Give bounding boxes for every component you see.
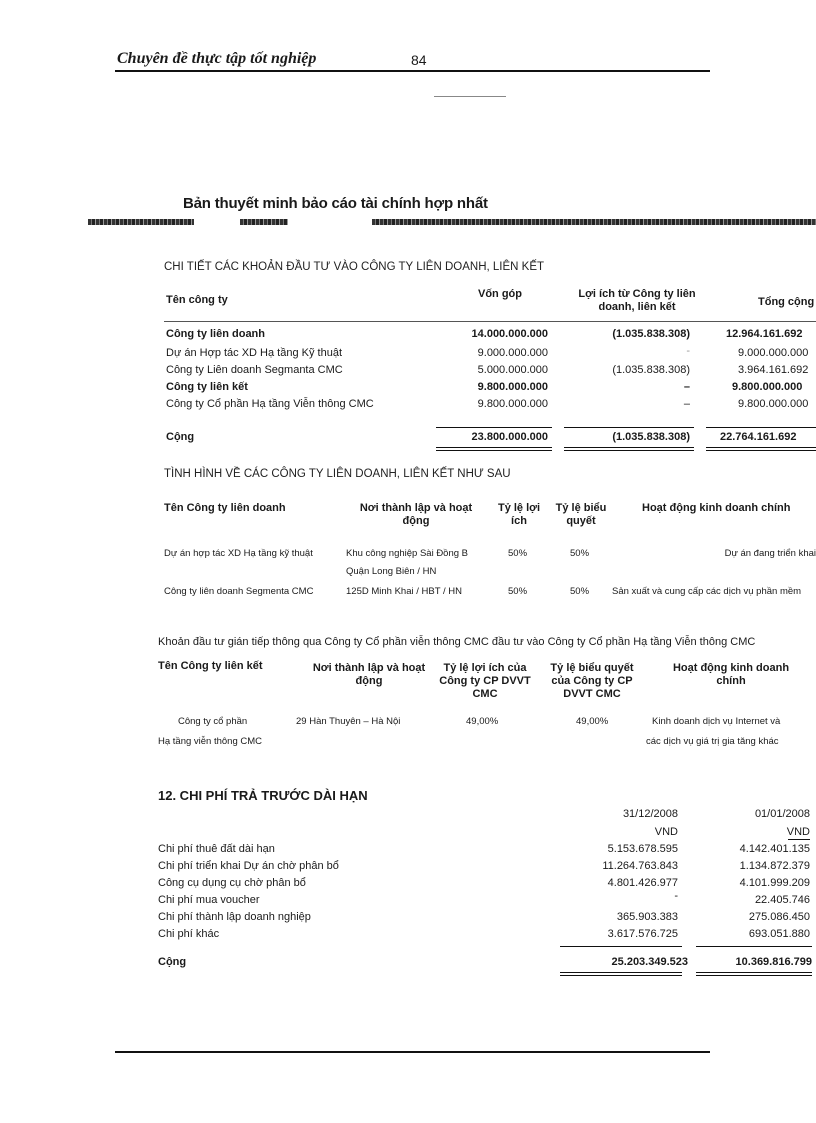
prepaid-row-v2: 22.405.746 — [754, 894, 810, 906]
total-rule-benefit — [564, 427, 694, 428]
inv-row-capital: 5.000.000.000 — [477, 364, 548, 376]
double-rule-capital-b — [436, 450, 552, 451]
prepaid-row-label: Chi phí thuê đất dài hạn — [158, 843, 275, 855]
jv-col-benefit: Tỷ lệ lợi ích — [497, 502, 541, 527]
double-rule-capital-a — [436, 447, 552, 448]
prepaid-row-label: Chi phí thành lập doanh nghiệp — [158, 911, 311, 923]
title-band-mid — [240, 219, 288, 225]
prepaid-double-rule-2a — [696, 972, 812, 973]
inv-row-name: Công ty Cổ phần Hạ tầng Viễn thông CMC — [166, 398, 374, 410]
prepaid-row-label: Chi phí triển khai Dự án chờ phân bổ — [158, 860, 339, 872]
inv-row-total: 3.964.161.692 — [738, 364, 809, 376]
assoc-col-vote: Tỷ lệ biểu quyết của Công ty CP DVVT CMC — [550, 662, 634, 700]
prepaid-row-v2: 275.086.450 — [748, 911, 810, 923]
jv-row-name: Dự án hợp tác XD Hạ tầng kỹ thuật — [164, 548, 313, 559]
double-rule-benefit-b — [564, 450, 694, 451]
assoc-col-benefit: Tỷ lệ lợi ích của Công ty CP DVVT CMC — [439, 662, 531, 700]
prepaid-total-v2: 10.369.816.799 — [735, 956, 812, 968]
inv-row-capital: 9.800.000.000 — [477, 381, 548, 393]
jv-col-place: Nơi thành lập và hoạt động — [359, 502, 473, 527]
inv-total-capital: 23.800.000.000 — [471, 431, 548, 443]
associates-intro: Khoản đầu tư gián tiếp thông qua Công ty Cổ phần viễn thông CMC đầu tư vào Công ty Cổ phần Hạ tầng Viễn thông CMC — [158, 636, 756, 648]
scan-mark — [434, 96, 506, 97]
col-capital-header: Vốn góp — [478, 288, 522, 300]
inv-row-benefit: – — [683, 398, 690, 410]
footer-rule — [115, 1051, 710, 1053]
prepaid-rule-1 — [560, 946, 682, 947]
double-rule-benefit-a — [564, 447, 694, 448]
jv-row-vote: 50% — [570, 548, 590, 559]
jv-row-name: Công ty liên doanh Segmenta CMC — [164, 586, 314, 597]
prepaid-total-v1: 25.203.349.523 — [611, 956, 688, 968]
title-band-left — [88, 219, 194, 225]
jv-row-benefit: 50% — [508, 586, 528, 597]
title-band-right — [372, 219, 816, 225]
jv-col-name: Tên Công ty liên doanh — [164, 502, 286, 514]
jv-row-benefit: 50% — [508, 548, 528, 559]
assoc-row-benefit: 49,00% — [466, 716, 499, 727]
prepaid-row-v1: 4.801.426.977 — [607, 877, 678, 889]
prepaid-date-2: 01/01/2008 — [754, 808, 810, 820]
inv-row-total: 9.800.000.000 — [738, 398, 809, 410]
prepaid-date-1: 31/12/2008 — [622, 808, 678, 820]
prepaid-row-v2: 4.142.401.135 — [739, 843, 810, 855]
col-total-header: Tổng cộng — [758, 296, 815, 308]
inv-total-label: Cộng — [166, 431, 195, 443]
total-rule-capital — [436, 427, 552, 428]
jv-row-place: 125D Minh Khai / HBT / HN — [346, 586, 462, 597]
assoc-col-name: Tên Công ty liên kết — [158, 660, 263, 672]
assoc-row-place: 29 Hàn Thuyên – Hà Nội — [296, 716, 401, 727]
unit-underline — [788, 839, 810, 840]
prepaid-row-v2: 693.051.880 — [748, 928, 810, 940]
jv-row-vote: 50% — [570, 586, 590, 597]
jv-row-place: Khu công nghiệp Sài Đồng B — [346, 548, 469, 559]
double-rule-total-a — [706, 447, 816, 448]
prepaid-double-rule-1b — [560, 975, 682, 976]
prepaid-row-v2: 4.101.999.209 — [739, 877, 810, 889]
jv-row-activity: Dự án đang triển khai — [724, 548, 816, 559]
header-title: Chuyên đề thực tập tốt nghiệp — [117, 50, 317, 67]
assoc-row-name: Công ty cổ phần — [178, 716, 248, 727]
assoc-row-activity: Kinh doanh dịch vụ Internet và — [652, 716, 781, 727]
inv-row-total: 12.964.161.692 — [726, 328, 803, 340]
prepaid-total-label: Cộng — [158, 956, 187, 968]
inv-row-benefit: (1.035.838.308) — [612, 328, 690, 340]
inv-total-benefit: (1.035.838.308) — [612, 431, 690, 443]
jv-col-vote: Tỷ lệ biểu quyết — [555, 502, 607, 527]
prepaid-unit-1: VND — [654, 826, 678, 838]
col-company-header: Tên công ty — [166, 294, 228, 306]
document-title: Bản thuyết minh bảo cáo tài chính hợp nhất — [183, 195, 488, 212]
jv-row-activity: Sản xuất và cung cấp các dịch vụ phần mềm — [612, 586, 802, 597]
inv-row-name: Công ty liên kết — [166, 381, 248, 393]
investments-heading: CHI TIẾT CÁC KHOẢN ĐẦU TƯ VÀO CÔNG TY LIÊN DOANH, LIÊN KẾT — [164, 261, 545, 273]
inv-row-benefit: - — [686, 345, 690, 357]
inv-row-benefit: (1.035.838.308) — [612, 364, 690, 376]
inv-row-total: 9.000.000.000 — [738, 347, 809, 359]
prepaid-row-label: Chi phí mua voucher — [158, 894, 260, 906]
investments-header-rule — [164, 321, 816, 322]
inv-row-name: Công ty Liên doanh Segmanta CMC — [166, 364, 343, 376]
inv-row-capital: 9.000.000.000 — [477, 347, 548, 359]
prepaid-row-label: Chi phí khác — [158, 928, 220, 940]
assoc-col-place: Nơi thành lập và hoạt động — [312, 662, 426, 687]
inv-row-benefit: – — [683, 381, 690, 393]
inv-row-total: 9.800.000.000 — [732, 381, 803, 393]
prepaid-row-v2: 1.134.872.379 — [739, 860, 810, 872]
col-benefit-header: Lợi ích từ Công ty liên doanh, liên kết — [578, 288, 696, 313]
assoc-row-vote: 49,00% — [576, 716, 609, 727]
assoc-row-activity-line2: các dịch vụ giá trị gia tăng khác — [646, 736, 779, 747]
inv-row-capital: 9.800.000.000 — [477, 398, 548, 410]
prepaid-row-v1: - — [674, 890, 678, 902]
inv-row-capital: 14.000.000.000 — [471, 328, 548, 340]
prepaid-double-rule-1a — [560, 972, 682, 973]
page-number: 84 — [411, 52, 427, 68]
inv-row-name: Dự án Hợp tác XD Hạ tầng Kỹ thuật — [166, 347, 342, 359]
jv-col-activity: Hoạt động kinh doanh chính — [642, 502, 791, 514]
prepaid-row-v1: 11.264.763.843 — [602, 860, 678, 872]
jv-row-place-line2: Quận Long Biên / HN — [346, 566, 437, 577]
total-rule-total — [706, 427, 816, 428]
prepaid-rule-2 — [696, 946, 812, 947]
prepaid-row-v1: 5.153.678.595 — [607, 843, 678, 855]
header-rule — [115, 70, 710, 72]
inv-total-total: 22.764.161.692 — [720, 431, 797, 443]
inv-row-name: Công ty liên doanh — [166, 328, 265, 340]
double-rule-total-b — [706, 450, 816, 451]
assoc-row-name-line2: Hạ tầng viễn thông CMC — [158, 736, 263, 747]
assoc-col-activity: Hoạt động kinh doanh chính — [672, 662, 790, 687]
prepaid-row-v1: 3.617.576.725 — [607, 928, 678, 940]
prepaid-row-v1: 365.903.383 — [616, 911, 678, 923]
jv-heading: TÌNH HÌNH VỀ CÁC CÔNG TY LIÊN DOANH, LIÊN KẾT NHƯ SAU — [164, 468, 511, 480]
prepaid-unit-2: VND — [786, 826, 810, 838]
prepaid-row-label: Công cụ dụng cụ chờ phân bổ — [158, 877, 306, 889]
prepaid-heading: 12. CHI PHÍ TRẢ TRƯỚC DÀI HẠN — [158, 788, 368, 803]
prepaid-double-rule-2b — [696, 975, 812, 976]
